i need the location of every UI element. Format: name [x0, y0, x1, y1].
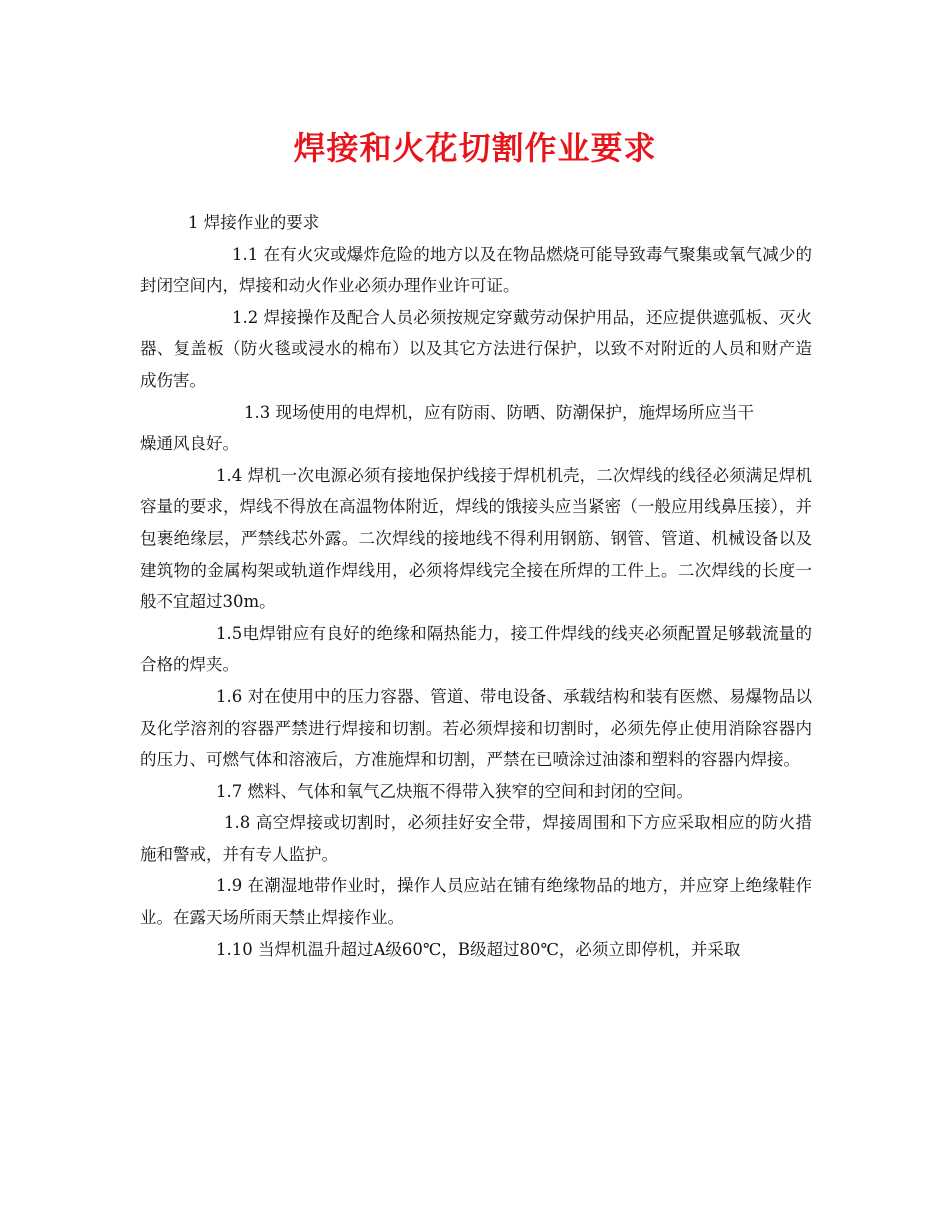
- paragraph-1-1: 1.1 在有火灾或爆炸危险的地方以及在物品燃烧可能导致毒气聚集或氧气减少的封闭空间内，焊接和动火作业必须办理作业许可证。: [140, 244, 812, 296]
- paragraph-1-4: 1.4 焊机一次电源必须有接地保护线接于焊机机壳，二次焊线的线径必须满足焊机容量的要求，焊线不得放在高温物体附近，焊线的饿接头应当紧密（一般应用线鼻压接），并包裹绝缘层，严禁线芯外露。二次焊线的接地线不得利用钢筋、钢管、管道、机械设备以及建筑物的金属构架或轨道作焊线用，必须将焊线完全接在所焊的工件上。二次焊线的长度一般不宜超过30m。: [140, 465, 812, 612]
- paragraph-1-8: 1.8 高空焊接或切割时，必须挂好安全带，焊接周围和下方应采取相应的防火措施和警戒，并有专人监护。: [140, 813, 812, 864]
- document-title: 焊接和火花切割作业要求: [293, 129, 657, 167]
- paragraph-1-3: 1.3 现场使用的电焊机，应有防雨、防晒、防潮保护，施焊场所应当干: [244, 402, 754, 422]
- paragraph-1-9: 1.9 在潮湿地带作业时，操作人员应站在铺有绝缘物品的地方，并应穿上绝缘鞋作业。在露天场所雨天禁止焊接作业。: [140, 876, 812, 928]
- paragraph-1-2: 1.2 焊接操作及配合人员必须按规定穿戴劳动保护用品，还应提供遮弧板、灭火器、复盖板（防火毯或浸水的棉布）以及其它方法进行保护，以致不对附近的人员和财产造成伤害。: [140, 307, 812, 390]
- paragraph-1-10: 1.10 当焊机温升超过A级60℃，B级超过80℃，必须立即停机，并采取: [216, 939, 741, 959]
- paragraph-1-3-continued: 燥通风良好。: [140, 434, 239, 454]
- document-body: [140, 207, 812, 965]
- paragraph-1-6: 1.6 对在使用中的压力容器、管道、带电设备、承载结构和装有医燃、易爆物品以及化学溶剂的容器严禁进行焊接和切割。若必须焊接和切割时，必须先停止使用消除容器内的压力、可燃气体和溶液后，方准施焊和切割，严禁在已喷涂过油漆和塑料的容器内焊接。: [140, 686, 812, 770]
- paragraph-1-7: 1.7 燃料、气体和氧气乙炔瓶不得带入狭窄的空间和封闭的空间。: [216, 781, 693, 801]
- paragraph-1-5: 1.5电焊钳应有良好的绝缘和隔热能力，接工件焊线的线夹必须配置足够载流量的合格的焊夹。: [140, 623, 812, 675]
- section-heading: 1 焊接作业的要求: [188, 213, 320, 232]
